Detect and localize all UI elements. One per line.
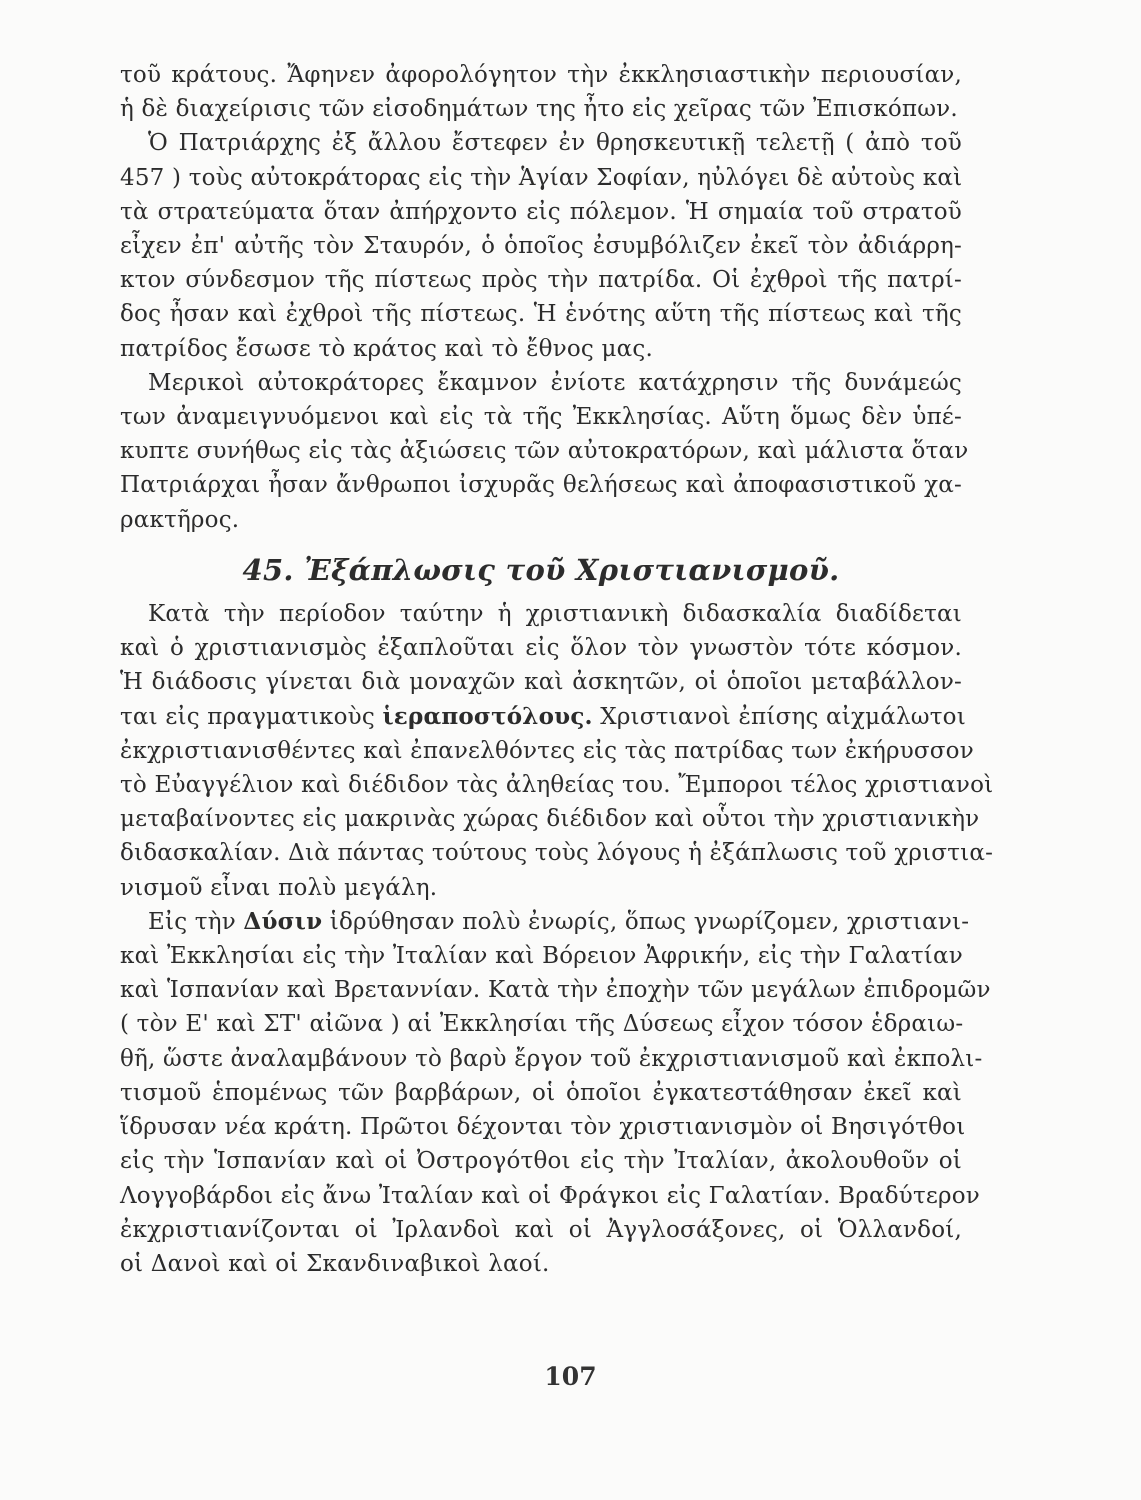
- text-line: Λογγοβάρδοι εἰς ἄνω Ἰταλίαν καὶ οἱ Φράγκοι εἰς Γαλατίαν. Βραδύτερον: [120, 1182, 980, 1209]
- paragraph-5: [120, 905, 991, 1281]
- text-line: Ὁ Πατριάρχης ἐξ ἄλλου ἔστεφεν ἐν θρησκευτικῇ τελετῇ ( ἀπὸ τοῦ: [148, 130, 962, 157]
- text-line: μεταβαίνοντες εἰς μακρινὰς χώρας διέδιδον καὶ οὗτοι τὴν χριστιανικὴν: [120, 806, 980, 833]
- text-line: θῆ, ὥστε ἀναλαμβάνουν τὸ βαρὺ ἔργον τοῦ ἐκχριστιανισμοῦ καὶ ἐκπολι-: [120, 1045, 983, 1072]
- text-line: οἱ Δανοὶ καὶ οἱ Σκανδιναβικοὶ λαοί.: [120, 1250, 550, 1277]
- text-line: τὸ Εὐαγγέλιον καὶ διέδιδον τὰς ἀληθείας του. Ἔμποροι τέλος χριστιανοὶ: [120, 772, 994, 799]
- text-line: [120, 700, 966, 734]
- text-line: καὶ ὁ χριστιανισμὸς ἐξαπλοῦται εἰς ὅλον τὸν γνωστὸν τότε κόσμον.: [120, 635, 962, 662]
- paragraph-3: [120, 366, 969, 537]
- text-line: διδασκαλίαν. Διὰ πάντας τούτους τοὺς λόγους ἡ ἐξάπλωσις τοῦ χριστια-: [120, 840, 994, 867]
- text-line: εἰς τὴν Ἱσπανίαν καὶ οἱ Ὀστρογότθοι εἰς τὴν Ἰταλίαν, ἀκολουθοῦν οἱ: [120, 1148, 962, 1175]
- text-line: εἶχεν ἐπ' αὐτῆς τὸν Σταυρόν, ὁ ὁποῖος ἐσυμβόλιζεν ἐκεῖ τὸν ἀδιάρρη-: [120, 233, 962, 260]
- text-line: τὰ στρατεύματα ὅταν ἀπήρχοντο εἰς πόλεμον. Ἡ σημαία τοῦ στρατοῦ: [120, 198, 962, 225]
- text-line: Πατριάρχαι ἦσαν ἄνθρωποι ἰσχυρᾶς θελήσεως καὶ ἀποφασιστικοῦ χα-: [120, 472, 962, 499]
- text-line: κυπτε συνήθως εἰς τὰς ἀξιώσεις τῶν αὐτοκρατόρων, καὶ μάλιστα ὅταν: [120, 438, 969, 465]
- page-body: [120, 58, 994, 1281]
- text-line: ἐκχριστιανισθέντες καὶ ἐπανελθόντες εἰς τὰς πατρίδας των ἐκήρυσσον: [120, 737, 974, 764]
- text-line: καὶ Ἐκκλησίαι εἰς τὴν Ἰταλίαν καὶ Βόρειον Ἀφρικήν, εἰς τὴν Γαλατίαν: [120, 943, 963, 970]
- bold-term-west: Δύσιν: [243, 907, 323, 935]
- text-run: Εἰς τὴν: [148, 908, 236, 935]
- text-line: Κατὰ τὴν περίοδον ταύτην ἡ χριστιανικὴ διδασκαλία διαδίδεται: [148, 601, 962, 628]
- text-line: [120, 905, 970, 939]
- text-run: ἱδρύθησαν πολὺ ἐνωρίς, ὅπως γνωρίζομεν, χριστιανι-: [329, 908, 970, 935]
- text-run: ται εἰς πραγματικοὺς: [120, 703, 375, 730]
- text-line: 457 ) τοὺς αὐτοκράτορας εἰς τὴν Ἁγίαν Σοφίαν, ηὐλόγει δὲ αὐτοὺς καὶ: [120, 164, 963, 191]
- paragraph-4: [120, 597, 994, 905]
- bold-term-missionaries: ἱεραποστόλους.: [382, 702, 593, 730]
- section-heading: 45. Ἐξάπλωσις τοῦ Χριστιανισμοῦ.: [242, 552, 840, 587]
- page-number: 107: [544, 1362, 597, 1391]
- text-line: νισμοῦ εἶναι πολὺ μεγάλη.: [120, 874, 438, 901]
- text-line: τοῦ κράτους. Ἄφηνεν ἀφορολόγητον τὴν ἐκκλησιαστικὴν περιουσίαν,: [120, 62, 962, 88]
- text-line: ἵδρυσαν νέα κράτη. Πρῶτοι δέχονται τὸν χριστιανισμὸν οἱ Βησιγότθοι: [120, 1114, 966, 1141]
- text-line: ἐκχριστιανίζονται οἱ Ἰρλανδοὶ καὶ οἱ Ἀγγλοσάξονες, οἱ Ὁλλανδοί,: [120, 1216, 962, 1243]
- text-line: καὶ Ἱσπανίαν καὶ Βρεταννίαν. Κατὰ τὴν ἐποχὴν τῶν μεγάλων ἐπιδρομῶν: [120, 977, 991, 1004]
- text-line: κτον σύνδεσμον τῆς πίστεως πρὸς τὴν πατρίδα. Οἱ ἐχθροὶ τῆς πατρί-: [120, 267, 962, 294]
- text-line: ( τὸν Ε' καὶ ΣΤ' αἰῶνα ) αἱ Ἐκκλησίαι τῆς Δύσεως εἶχον τόσον ἑδραιω-: [120, 1011, 964, 1038]
- text-line: τισμοῦ ἑπομένως τῶν βαρβάρων, οἱ ὁποῖοι ἐγκατεστάθησαν ἐκεῖ καὶ: [120, 1079, 962, 1106]
- text-line: ρακτῆρος.: [120, 506, 240, 533]
- paragraph-2: [120, 126, 962, 365]
- text-line: πατρίδος ἔσωσε τὸ κράτος καὶ τὸ ἔθνος μας.: [120, 335, 653, 362]
- text-run: Χριστιανοὶ ἐπίσης αἰχμάλωτοι: [600, 703, 966, 730]
- text-line: των ἀναμειγνυόμενοι καὶ εἰς τὰ τῆς Ἐκκλησίας. Αὕτη ὅμως δὲν ὑπέ-: [120, 404, 962, 431]
- paragraph-1: [120, 58, 962, 126]
- text-line: Ἡ διάδοσις γίνεται διὰ μοναχῶν καὶ ἀσκητῶν, οἱ ὁποῖοι μεταβάλλον-: [120, 669, 962, 696]
- text-line: δος ἦσαν καὶ ἐχθροὶ τῆς πίστεως. Ἡ ἑνότης αὕτη τῆς πίστεως καὶ τῆς: [120, 301, 962, 328]
- text-line: ἡ δὲ διαχείρισις τῶν εἰσοδημάτων της ἦτο εἰς χεῖρας τῶν Ἐπισκόπων.: [120, 96, 958, 123]
- text-line: Μερικοὶ αὐτοκράτορες ἔκαμνον ἐνίοτε κατάχρησιν τῆς δυνάμεώς: [148, 369, 962, 396]
